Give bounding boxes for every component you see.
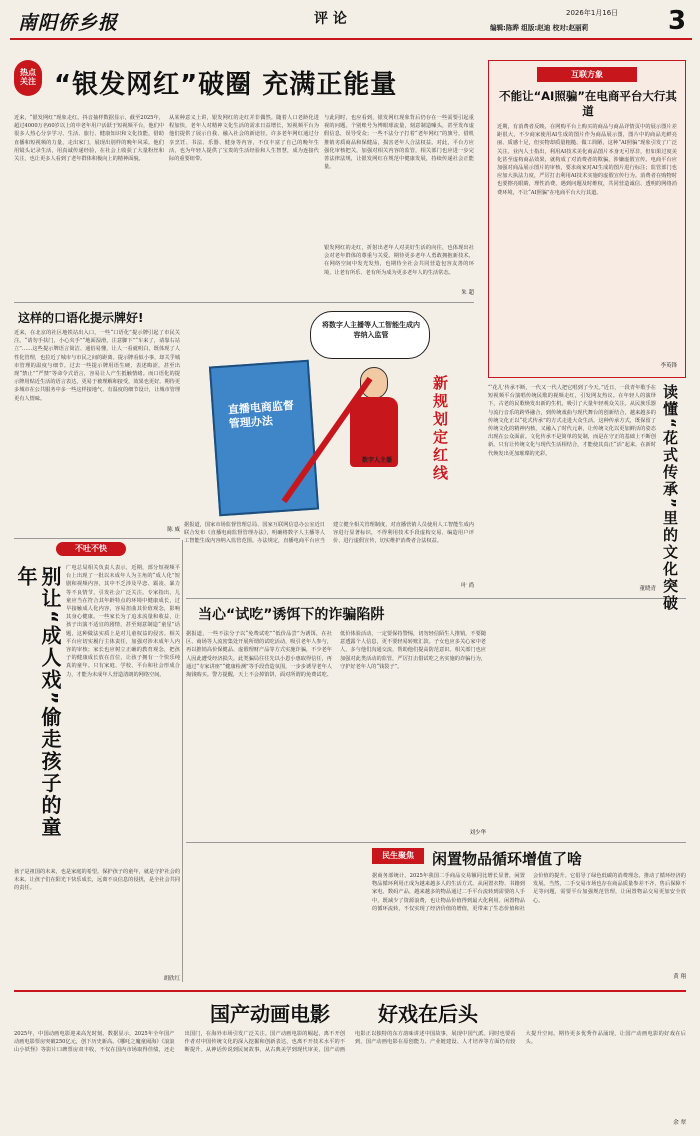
kids-tag: 不吐不快	[56, 542, 126, 556]
reading-vertical-title: 读懂“花式传承”里的文化突破	[661, 384, 679, 612]
animation-body: 2025年，中国动画电影迎来高光时刻。数据显示，2025年全年国产动画电影票房突破250亿元，创下历史新高。《哪吒之魔童闹海》《浪浪山小妖怪》等影片口碑票房双丰收，不仅在国内市场取得佳绩，还走出国门，在海外市场引发广泛关注。国产动画电影的崛起，离不开创作者对中国传统文化的深入挖掘和创新表达，也离不开技术水平的不断提升。从神话传说到民间故事，从古典美学到现代审美，国产动画电影正以独特的东方韵味讲述中国故事，展现中国气派。同时也要看到，国产动画电影在原创能力、产业链建设、人才培养等方面仍有较大提升空间。期待更多优秀作品涌现，让国产动画电影的好戏在后头。	[14, 1031, 686, 1054]
kids-article	[14, 542, 180, 987]
page-number: 3	[668, 6, 687, 36]
speech-bubble-text: 将数字人主播等人工智能生成内容纳入监管	[322, 321, 420, 339]
ai-box-headline: 不能让“AI照骗”在电商平台大行其道	[499, 89, 677, 118]
hot-topic-tag-1: 热点	[20, 68, 36, 77]
slogan-article	[14, 305, 180, 535]
paper-logo: 南阳侨乡报	[18, 12, 119, 34]
fraud-article	[186, 602, 486, 840]
kids-author: 胡欣红	[163, 976, 180, 982]
slogan-headline: 这样的口语化提示牌好!	[18, 311, 144, 325]
fraud-author: 刘少华	[469, 830, 486, 836]
recycle-tag: 民生聚焦	[372, 848, 424, 864]
col-rule-left	[182, 540, 183, 982]
lead-headline: “银发网红”破圈 充满正能量	[54, 70, 398, 100]
recycle-author: 黄 翔	[673, 974, 686, 980]
ai-box-tag: 互联方象	[537, 67, 637, 82]
speech-bubble	[310, 311, 430, 359]
lead-body-3: 与此同时，也应看到，银发网红现象背后仍存在一些需要引起重视的问题。个别账号为博眼球流量，刻意制造噱头，甚至发布虚假信息，误导受众；一些不法分子打着“老年网红”的旗号，借机推销劣质商品和保健品，损害老年人合法权益。对此，平台方应强化审核把关，加强对相关内容的监管，相关部门也应进一步完善法律法规，让银发网红在规范中健康发展，持续传递社会正能量。	[324, 115, 474, 171]
recycle-headline: 闲置物品循环增值了啥	[432, 850, 583, 868]
section-title: 评 论	[314, 11, 347, 27]
animation-author: 余 翠	[673, 1120, 686, 1126]
ai-box-body: 近期，有消费者反映，在网购平台上购买的商品与商品详情页中的展示图片差距很大，不少商家使用AI生成的图片作为商品展示图，图片中的商品光鲜亮丽、质感十足，但实物却质量粗糙、做工简陋，这种“AI照骗”现象引发了广泛关注。业内人士指出，利用AI技术美化商品图片本身无可厚非，但如果过度美化甚至虚构商品效果，就构成了对消费者的欺骗，涉嫌虚假宣传。电商平台应加强对商品展示图片的审核，要求商家对AI生成的图片进行标注；监管部门也应加大执法力度，严厉打击利用AI技术实施的虚假宣传行为。消费者在购物时也要擦亮眼睛，理性消费，遇到问题及时维权，共同营造诚信、透明的网络消费环境，不让“AI照骗”在电商平台大行其道。	[497, 124, 677, 196]
animation-headline-2: 好戏在后头	[378, 1002, 478, 1026]
livestream-author: 叶 尚	[461, 583, 474, 589]
animation-headline-1: 国产动画电影	[210, 1002, 330, 1026]
hot-topic-badge	[14, 60, 42, 96]
lead-body-2: 从某种意义上讲，银发网红的走红并非偶然。随着人口老龄化进程加快，老年人对精神文化生活的需求日益增长，短视频平台为他们提供了展示自我、融入社会的新途径。许多老年网红通过分享烹饪、书法、乐器、健身等内容，不仅丰富了自己的晚年生活，也为年轻人提供了宝贵的生活经验和人生智慧，成为连接代际的重要纽带。	[169, 115, 319, 163]
issue-date: 2026年1月16日	[566, 9, 619, 17]
livestream-body: 据报道，国家市场监督管理总局、国家互联网信息办公室近日联合发布《直播电商监督管理办法》，明确将数字人主播等人工智能生成内容纳入监管范围。办法规定，直播电商平台应当建立健全相关管理制度，对直播营销人员使用人工智能生成内容进行显著标识，不得利用技术手段虚构交易、编造用户评价、进行虚假宣传，切实维护消费者合法权益。	[184, 522, 474, 545]
slogan-author: 陈 威	[167, 527, 180, 533]
reading-body: “‘花儿’传承不断，一代又一代人把它唱到了今天。”近日，一段青年歌手在短视频平台演唱传统民歌的视频走红，引发网友热议。在年轻人的演绎下，古老的民歌焕发出新的生机，吸引了大量年轻观众关注。从民族乐器与流行音乐的跨界融合，到传统戏曲与现代舞台的创新结合，越来越多的传统文化正以“花式传承”的方式走进大众生活。这种传承方式，既保留了传统文化的精神内核，又融入了时代元素，让传统文化以更加鲜活的姿态出现在公众面前。文化传承不是简单的复制，而是在守正的基础上不断创新。只有让传统文化与现代生活相结合，才能使其真正“活”起来，在新时代焕发出更加璀璨的光彩。	[488, 385, 656, 457]
ai-photo-box	[488, 60, 686, 378]
digital-host-label: 数字人主播	[362, 457, 393, 464]
kids-body: 广电总局相关负责人表示，近期，部分短视频平台上出现了一批以未成年人为主角的“成人化”短剧和视频内容，其中不乏涉及早恋、霸凌、暴力等不良情节，引发社会广泛关注。专家指出，儿童应当在符合其年龄特点的环境中健康成长，过早接触成人化内容，容易扭曲其价值观念，影响其身心健康。一些家长为了追求流量和收益，让孩子出演不适宜的剧情，甚至刻意制造“童星”话题，这种做法实质上是对儿童权益的侵害。相关平台应切实履行主体责任，加强对涉未成年人内容的审核；家长也应树立正确的教育观念，把孩子的健康成长放在首位，让孩子拥有一个快乐纯真的童年。只有家庭、学校、平台和社会形成合力，才能为未成年人营造清朗的网络空间。	[66, 565, 180, 678]
slogan-body: 近来，在北京的社区地铁站出入口，一些“口语化”提示牌引起了市民关注。“请勿手扶门，小心夹手”“地面湿滑，注意脚下”“车来了，请靠右站立”……这些提示牌语言简洁、通俗易懂，让人一看就明白，既体现了人性化管理，也拉近了城市与市民之间的距离。提示牌看似小事，却关乎城市管理的温度与细节。过去一些提示牌用语生硬、表述晦涩，甚至出现“禁止”“严禁”等命令式语言，容易让人产生抵触情绪。而口语化的提示牌用贴近生活的语言表达，更易于被理解和接受，效果也更好。期待更多城市在公共服务中多一些这样接地气、有温度的细节设计，让城市管理更有人情味。	[14, 330, 180, 402]
rule-above-recycle	[186, 842, 686, 843]
ai-box-author: 李英锋	[660, 363, 677, 369]
animation-article	[14, 990, 686, 1130]
lead-author: 朱 超	[461, 290, 474, 296]
fraud-body: 据报道，一些不法分子以“免费试吃”“低价品尝”为诱饵，在社区、商场等人流密集处开展所谓的试吃活动，吸引老年人参与，再以推销高价保健品、虚假理财产品等方式实施诈骗，不少老年人因此遭受经济损失。此类骗局往往先以小恩小惠取得信任，再通过“专家讲座”“健康检测”等手段营造氛围，一步步诱导老年人掏钱购买。警方提醒，天上不会掉馅饼，面对所谓的免费试吃、低价体验活动，一定要保持警惕，切勿轻信陌生人推销，不要随意透露个人信息，更不要轻易转账汇款。子女也应多关心家中老人，多与他们沟通交流，帮助他们提高防范意识。相关部门也应加强对此类活动的监管，严厉打击借试吃之名实施的诈骗行为，守护好老年人的“钱袋子”。	[186, 631, 486, 679]
lead-body-4: 银发网红的走红，折射出老年人对美好生活的向往，也体现出社会对老年群体的尊重与关爱。期待更多老年人勇敢拥抱新技术，在网络空间中发光发热，也期待全社会共同营造包容友善的环境，让老有所乐、老有所为成为更多老年人的生活常态。	[324, 245, 474, 276]
masthead	[0, 0, 700, 46]
digital-host-figure	[344, 367, 404, 487]
reading-author: 董晓青	[639, 586, 656, 592]
recycle-article	[186, 846, 686, 984]
reading-article	[488, 384, 686, 612]
lead-article	[14, 60, 474, 300]
kids-vertical-title: 别让“成人戏”偷走孩子的童年	[14, 566, 62, 839]
rule-above-kids	[14, 538, 180, 539]
rule-under-lead	[14, 302, 474, 303]
recycle-body: 据商务部统计，2025年我国二手商品交易额同比增长显著，闲置物品循环利用正成为越来越多人的生活方式。从闲置衣物、书籍到家电、数码产品，越来越多的物品通过二手平台流转到需要的人手中，既减少了资源浪费，也让物品价值得到最大化利用。闲置物品的循环流转，不仅实现了经济价值的增值，更带来了生态价值和社会价值的提升。它倡导了绿色低碳的消费理念，推动了循环经济的发展。当然，二手交易市场也存在商品质量参差不齐、售后保障不足等问题，需要平台加强规范管理，让闲置物品交易更加安全放心。	[372, 873, 686, 912]
hot-topic-tag-2: 关注	[20, 77, 36, 86]
cartoon-book-title: 直播电商监督管理办法	[227, 398, 295, 431]
lead-body-1: 近来，“银发网红”现象走红。抖音抽样数据显示，截至2025年，超过4000万名60岁以上的中老年用户活跃于短视频平台，他们中很多人热心分享学习、生活、旅行、健康知识和文化技能，借助直播和短视频的力量，走出家门，展现出别样的晚年风采。他们用镜头记录生活，用真诚传递经验，在社会上收获了大量粉丝和关注，也让更多人看到了老年群体积极向上的精神面貌。	[14, 115, 164, 163]
cartoon-book	[209, 360, 319, 517]
rule-above-fraud	[186, 598, 686, 599]
rule-above-animation	[14, 990, 686, 992]
fraud-headline: 当心“试吃”诱饵下的诈骗陷阱	[198, 607, 385, 623]
livestream-cartoon	[184, 305, 474, 595]
livestream-vertical-title: 新规划定红线	[431, 375, 449, 483]
staff-line: 编辑:陈晔 组版:赵迪 校对:赵丽莉	[490, 24, 589, 32]
kids-body-2: 孩子是祖国的未来，也是家庭的希望。保护孩子的童年，就是守护社会的未来。让孩子们在阳光下快乐成长，远离不良信息的侵扰，是全社会共同的责任。	[14, 869, 180, 892]
masthead-rule	[10, 38, 692, 40]
